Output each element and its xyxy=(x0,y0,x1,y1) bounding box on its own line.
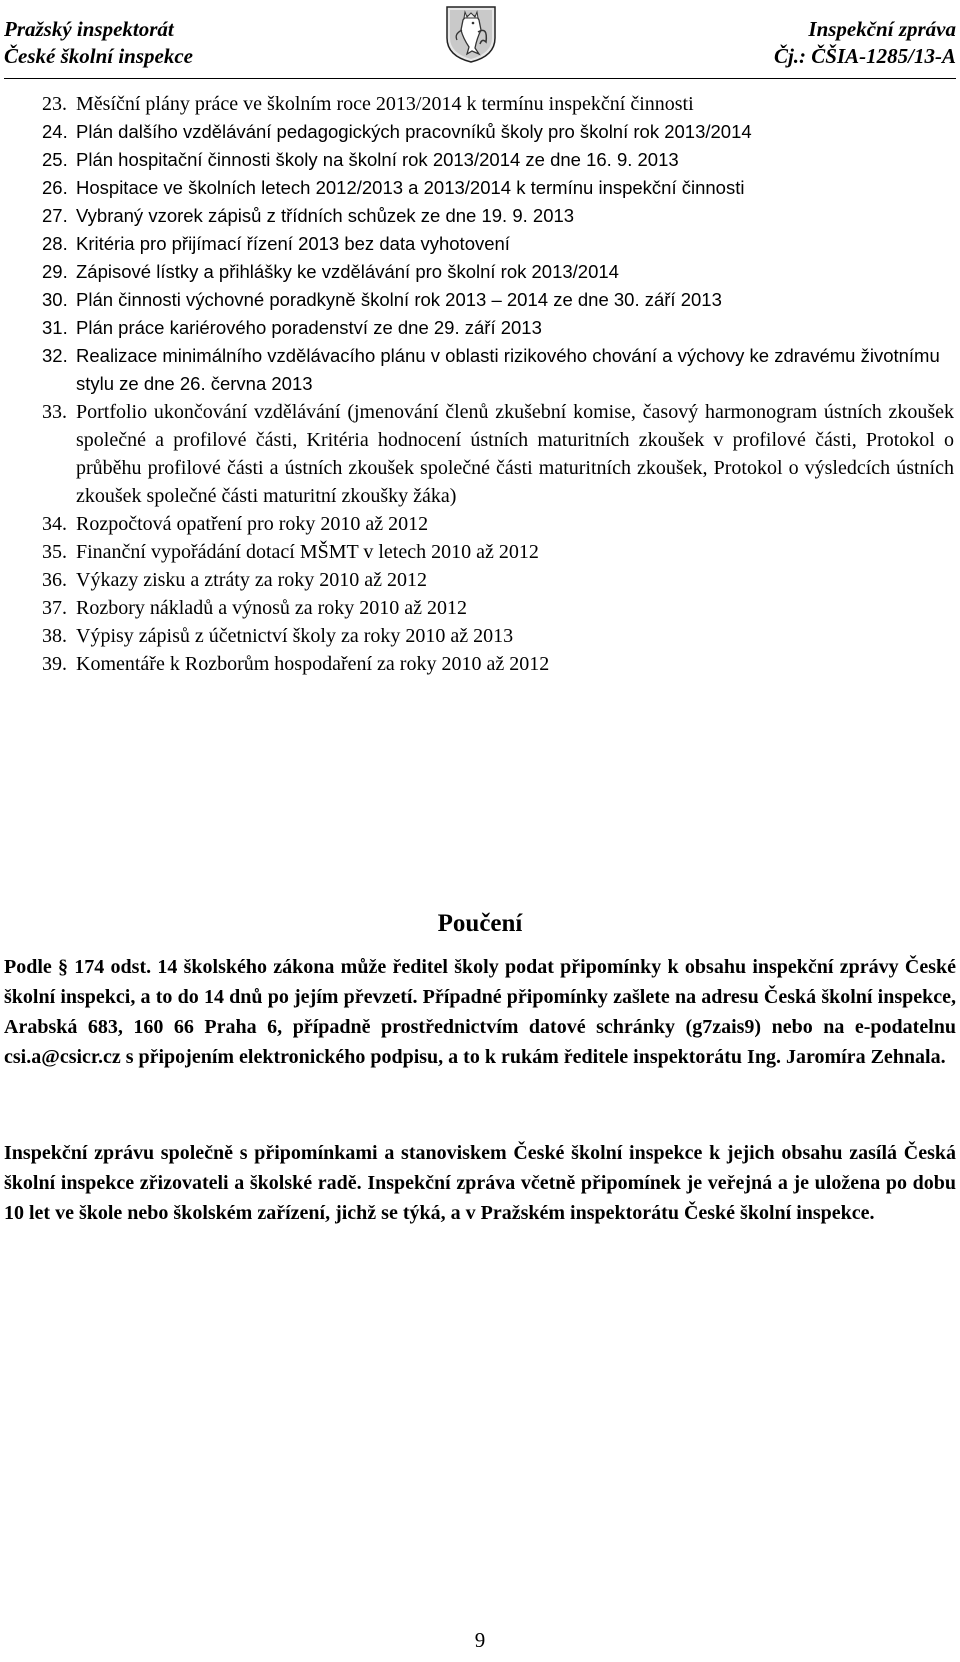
list-item xyxy=(42,146,954,174)
header-reference-number: Čj.: ČŠIA-1285/13-A xyxy=(773,44,956,68)
list-item xyxy=(42,398,954,510)
list-item xyxy=(42,510,954,538)
list-item-number: 38. xyxy=(42,625,67,647)
list-item-text: Měsíční plány práce ve školním roce 2013/2014 k termínu inspekční činnosti xyxy=(76,93,694,115)
list-item-text: Hospitace ve školních letech 2012/2013 a 2013/2014 k termínu inspekční činnosti xyxy=(76,177,745,198)
list-item-number: 31. xyxy=(42,317,68,338)
list-item-number: 23. xyxy=(42,93,67,115)
list-item-text: Rozbory nákladů a výnosů za roky 2010 až 2012 xyxy=(76,597,468,619)
list-item-text: Plán práce kariérového poradenství ze dne 29. září 2013 xyxy=(76,317,542,338)
list-item-text: Výpisy zápisů z účetnictví školy za roky 2010 až 2013 xyxy=(76,625,514,647)
notice-paragraph-1: Podle § 174 odst. 14 školského zákona může ředitel školy podat připomínky k obsahu inspekční zprávy České školní inspekci, a to do 14 dnů po jejím převzetí. Případné připomínky zašlete na adresu Česká školní inspekce, Arabská 683, 160 66 Praha 6, případně prostřednictvím datové schránky (g7zais9) nebo na e-podatelnu csi.a@csicr.cz s připojením elektronického podpisu, a to k rukám ředitele inspektorátu Ing. Jaromíra Zehnala. xyxy=(4,956,956,1068)
list-item xyxy=(42,314,954,342)
list-item-text: Plán dalšího vzdělávání pedagogických pracovníků školy pro školní rok 2013/2014 xyxy=(76,121,752,142)
list-item-text: Vybraný vzorek zápisů z třídních schůzek ze dne 19. 9. 2013 xyxy=(76,205,575,226)
list-item xyxy=(42,118,954,146)
list-item-number: 27. xyxy=(42,205,68,226)
list-item-number: 29. xyxy=(42,261,68,282)
list-item-number: 28. xyxy=(42,233,68,254)
header-divider xyxy=(4,78,956,79)
state-emblem-icon xyxy=(444,4,498,64)
list-item-text: Finanční vypořádání dotací MŠMT v letech 2010 až 2012 xyxy=(76,541,539,563)
list-item-text: Plán činnosti výchovné poradkyně školní rok 2013 – 2014 ze dne 30. září 2013 xyxy=(76,289,722,310)
list-item-number: 26. xyxy=(42,177,68,198)
list-item xyxy=(42,174,954,202)
list-item xyxy=(42,258,954,286)
list-item xyxy=(42,650,954,678)
list-item xyxy=(42,202,954,230)
list-item xyxy=(42,538,954,566)
list-item xyxy=(42,594,954,622)
list-item xyxy=(42,90,954,118)
list-item-number: 24. xyxy=(42,121,68,142)
list-item-number: 39. xyxy=(42,653,67,675)
list-item-text: Kritéria pro přijímací řízení 2013 bez data vyhotovení xyxy=(76,233,510,254)
list-item-number: 37. xyxy=(42,597,67,619)
list-item xyxy=(42,286,954,314)
list-item-text: Plán hospitační činnosti školy na školní rok 2013/2014 ze dne 16. 9. 2013 xyxy=(76,149,679,170)
list-item-number: 36. xyxy=(42,569,67,591)
list-item-text: Komentáře k Rozborům hospodaření za roky 2010 až 2012 xyxy=(76,653,550,675)
list-item-number: 30. xyxy=(42,289,68,310)
list-item-number: 25. xyxy=(42,149,68,170)
attachment-list xyxy=(42,90,954,678)
page-number: 9 xyxy=(474,1628,486,1652)
header-right xyxy=(774,16,956,70)
list-item-number: 32. xyxy=(42,345,68,366)
list-item-number: 35. xyxy=(42,541,67,563)
list-item-text: Zápisové lístky a přihlášky ke vzdělávání pro školní rok 2013/2014 xyxy=(76,261,619,282)
list-item-number: 33. xyxy=(42,401,67,423)
list-item xyxy=(42,566,954,594)
list-item xyxy=(42,342,954,398)
list-item-text: Realizace minimálního vzdělávacího plánu v oblasti rizikového chování a výchovy ke zdravému životnímu stylu ze dne 26. června 2013 xyxy=(76,345,940,394)
header-institution: České školní inspekce xyxy=(4,44,193,68)
list-item xyxy=(42,230,954,258)
list-item xyxy=(42,622,954,650)
list-item-number: 34. xyxy=(42,513,67,535)
notice-paragraph-2: Inspekční zprávu společně s připomínkami a stanoviskem České školní inspekce k jejich obsahu zasílá Česká školní inspekce zřizovateli a školské radě. Inspekční zpráva včetně připomínek je veřejná a je uložena po dobu 10 let ve škole nebo školském zařízení, jichž se týká, a v Pražském inspektorátu České školní inspekce. xyxy=(4,1142,956,1224)
header-inspectorate: Pražský inspektorát xyxy=(4,17,174,41)
header-report-type: Inspekční zpráva xyxy=(808,17,956,41)
header-left xyxy=(4,16,193,70)
notice-title: Poučení xyxy=(437,910,523,937)
list-item-text: Portfolio ukončování vzdělávání (jmenování členů zkušební komise, časový harmonogram ústních zkoušek společné a profilové části, Kritéria hodnocení ústních maturitních zkoušek v profilové části, Protokol o průběhu profilové části a ústních zkoušek společné části maturitních zkoušek, Protokol o výsledcích ústních zkoušek společné části maturitní zkoušky žáka) xyxy=(76,401,954,507)
list-item-text: Výkazy zisku a ztráty za roky 2010 až 2012 xyxy=(76,569,427,591)
list-item-text: Rozpočtová opatření pro roky 2010 až 2012 xyxy=(76,513,429,535)
